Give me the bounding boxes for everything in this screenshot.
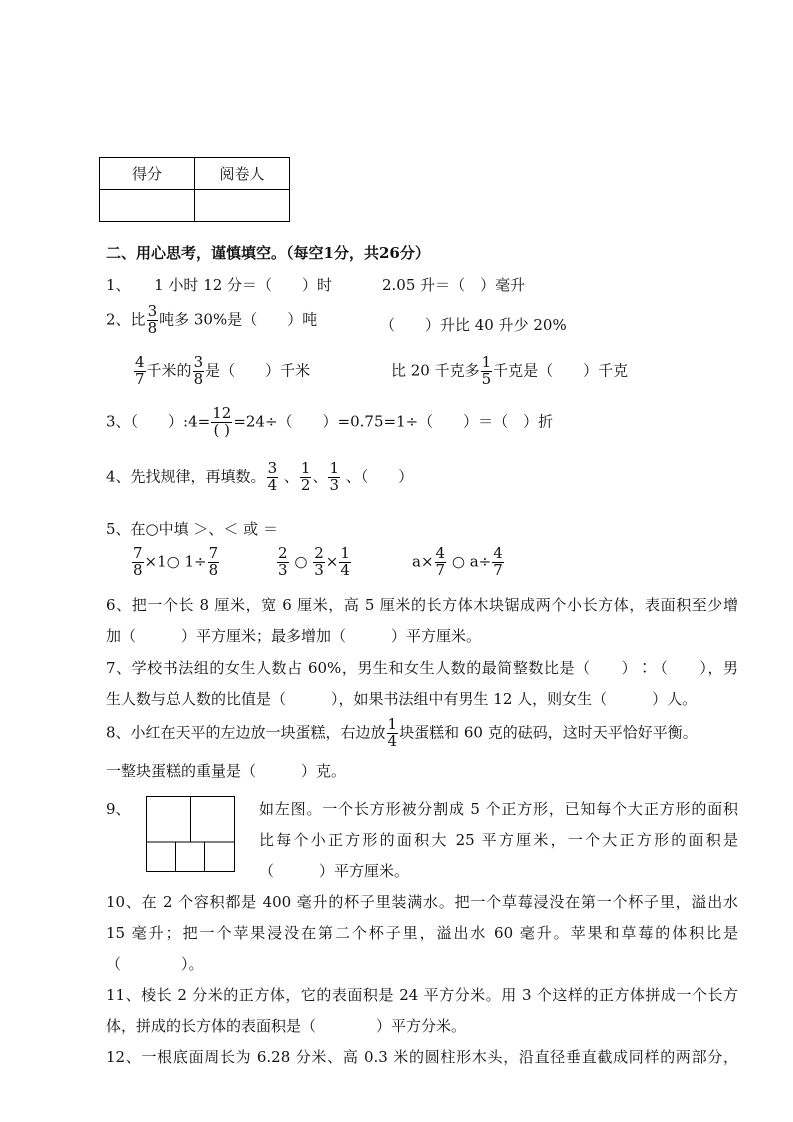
q4-tail: 、（ ） xyxy=(345,467,414,486)
numerator: 3 xyxy=(147,302,158,320)
fraction xyxy=(211,406,232,439)
fraction xyxy=(147,304,159,337)
q3-text: =24÷（ ）=0.75=1÷（ ）＝（ ）折 xyxy=(233,412,554,431)
denominator: 8 xyxy=(193,369,204,388)
denominator: 7 xyxy=(135,369,145,388)
q9-line-3: （ ）平方厘米。 xyxy=(259,862,410,880)
denominator: 8 xyxy=(208,560,219,579)
times-sign: × xyxy=(325,552,339,571)
denominator: 4 xyxy=(340,560,350,579)
denominator: ( ) xyxy=(213,420,230,439)
q5-expression-text: ○ a÷ xyxy=(451,552,492,571)
numerator: 1 xyxy=(481,353,492,371)
q8-line-2: 一整块蛋糕的重量是（ ）克。 xyxy=(106,762,347,780)
denominator: 7 xyxy=(493,560,503,579)
section-title-num2: 26 xyxy=(378,244,400,262)
numerator: 4 xyxy=(135,353,145,371)
rectangle-squares-figure xyxy=(146,796,235,872)
question-2-line-2-b xyxy=(391,355,628,388)
numerator: 1 xyxy=(340,544,350,562)
fraction xyxy=(277,546,289,579)
question-2-line-2 xyxy=(133,355,310,388)
q9-line-1: 如左图。一个长方形被分割成 5 个正方形，已知每个大正方形的面积 xyxy=(259,800,738,818)
question-3 xyxy=(106,406,553,439)
q5-text: 在○中填 ＞、＜ 或 ＝ xyxy=(130,520,278,538)
q4-text: 先找规律，再填数。 xyxy=(130,467,266,486)
denominator: 4 xyxy=(387,731,398,750)
numerator: 1 xyxy=(387,715,398,733)
reviewer-cell[interactable] xyxy=(195,190,290,222)
q2-line-1-b: （ ）升比 40 升少 20% xyxy=(380,316,567,334)
numerator: 4 xyxy=(493,544,503,562)
q9-line-2: 比每个小正方形的面积大 25 平方厘米，一个大正方形的面积是 xyxy=(259,831,738,849)
q1-number: 1、 xyxy=(106,276,131,294)
numerator: 3 xyxy=(193,353,204,371)
numerator: 1 xyxy=(329,459,340,477)
denominator: 7 xyxy=(435,560,446,579)
q2-text: 吨多 30%是（ ）吨 xyxy=(159,310,318,329)
q11-line-1: 11、棱长 2 分米的正方体，它的表面积是 24 平方分米。用 3 个这样的正方体拼成一个长方 xyxy=(106,986,738,1004)
q5-expression-3 xyxy=(412,546,505,579)
denominator: 3 xyxy=(329,475,340,494)
numerator: 1 xyxy=(300,459,311,477)
compare-circle[interactable]: ○ xyxy=(294,552,308,571)
q9-number: 9、 xyxy=(106,800,131,818)
section-title-prefix: 二、用心思考，谨慎填空。（每空 xyxy=(106,244,324,262)
q2-text: 比 xyxy=(130,310,146,329)
denominator: 2 xyxy=(300,475,311,494)
fraction xyxy=(267,461,279,494)
q10-line-1: 10、在 2 个容积都是 400 毫升的杯子里装满水。把一个草莓浸没在第一个杯子里，溢出水 xyxy=(106,893,738,911)
section-title xyxy=(106,242,430,263)
fraction xyxy=(435,546,447,579)
denominator: 8 xyxy=(133,560,143,579)
q2-number: 2、 xyxy=(106,310,131,329)
fraction xyxy=(313,546,325,579)
fraction xyxy=(193,355,205,388)
q4-separator: 、 xyxy=(312,467,328,486)
q4-number: 4、 xyxy=(106,467,131,486)
q10-line-3: （ ）。 xyxy=(106,955,204,973)
q7-line-1: 7、学校书法组的女生人数占 60%，男生和女生人数的最简整数比是（ ）∶（ ），男 xyxy=(106,659,738,677)
numerator: 2 xyxy=(278,544,288,562)
q6-line-2: 加（ ）平方厘米；最多增加（ ）平方厘米。 xyxy=(106,627,482,645)
q10-line-2: 15 毫升；把一个苹果浸没在第二个杯子里，溢出水 60 毫升。苹果和草莓的体积比是 xyxy=(106,924,738,942)
q8-line-1 xyxy=(106,717,698,750)
q5-expression-text: ×1○ 1÷ xyxy=(144,552,207,571)
fraction xyxy=(208,546,220,579)
score-table xyxy=(99,157,290,222)
section-title-num1: 1 xyxy=(323,244,334,262)
fraction xyxy=(387,717,399,750)
denominator: 5 xyxy=(481,369,492,388)
q3-text: （ ）:4= xyxy=(130,412,211,431)
numerator: 2 xyxy=(314,544,324,562)
q5-expression-1 xyxy=(131,546,220,579)
fraction xyxy=(481,355,493,388)
denominator: 3 xyxy=(314,560,324,579)
question-5 xyxy=(106,518,278,539)
q1-part-a: 1 小时 12 分＝（ ）时 xyxy=(154,276,333,294)
numerator: 12 xyxy=(212,404,232,422)
q8-text: 8、小红在天平的左边放一块蛋糕，右边放 xyxy=(106,723,386,742)
denominator: 4 xyxy=(267,475,278,494)
fraction xyxy=(339,546,351,579)
q2-text: 千米的 xyxy=(146,361,192,380)
fraction xyxy=(132,546,144,579)
fraction xyxy=(492,546,504,579)
reviewer-header: 阅卷人 xyxy=(195,158,290,190)
question-1 xyxy=(106,274,332,295)
section-title-mid: 分，共 xyxy=(333,244,379,262)
q5-number: 5、 xyxy=(106,520,131,538)
q2-text: 千克是（ ）千克 xyxy=(493,361,629,380)
fraction xyxy=(300,461,312,494)
numerator: 4 xyxy=(435,544,446,562)
q2-text: 比 20 千克多 xyxy=(391,361,480,380)
q6-line-1: 6、把一个长 8 厘米，宽 6 厘米，高 5 厘米的长方体木块锯成两个小长方体，表面积至少增 xyxy=(106,596,738,614)
q3-number: 3、 xyxy=(106,412,131,431)
q4-separator: 、 xyxy=(283,467,299,486)
q11-line-2: 体，拼成的长方体的表面积是（ ）平方分米。 xyxy=(106,1017,467,1035)
question-2-line-1 xyxy=(106,304,317,337)
q8-text: 块蛋糕和 60 克的砝码，这时天平恰好平衡。 xyxy=(399,723,698,742)
fraction xyxy=(328,461,340,494)
q12-line-1: 12、一根底面周长为 6.28 分米、高 0.3 米的圆柱形木头，沿直径垂直截成同样的两部分， xyxy=(106,1048,738,1066)
section-title-suffix: 分） xyxy=(399,244,430,262)
question-4 xyxy=(106,461,413,494)
numerator: 7 xyxy=(208,544,219,562)
numerator: 7 xyxy=(133,544,143,562)
numerator: 3 xyxy=(267,459,278,477)
denominator: 8 xyxy=(147,318,158,337)
score-cell[interactable] xyxy=(100,190,195,222)
q5-expression-2 xyxy=(276,546,352,579)
q5-expression-text: a× xyxy=(412,552,434,571)
q2-text: 是（ ）千米 xyxy=(205,361,311,380)
fraction xyxy=(134,355,146,388)
q1-part-b: 2.05 升＝（ ）毫升 xyxy=(382,276,526,294)
score-header: 得分 xyxy=(100,158,195,190)
denominator: 3 xyxy=(278,560,288,579)
q7-line-2: 生人数与总人数的比值是（ ），如果书法组中有男生 12 人，则女生（ ）人。 xyxy=(106,690,698,708)
